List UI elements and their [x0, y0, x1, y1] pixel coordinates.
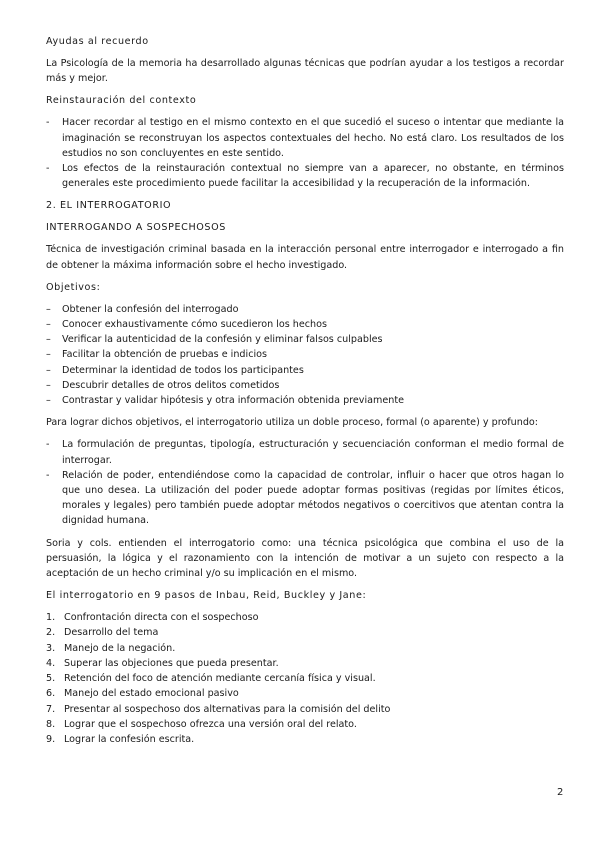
list-item	[46, 641, 564, 656]
dash-bullet: –	[46, 319, 51, 331]
dash-bullet: –	[46, 303, 51, 315]
list-item	[46, 161, 564, 191]
ayudas-heading: Ayudas al recuerdo	[46, 36, 149, 47]
list-number: 6.	[46, 688, 56, 700]
list-number: 1.	[46, 612, 56, 624]
list-item-text: La formulación de preguntas, tipología, estructuración y secuenciación conforman el medio formal de interrogar.	[62, 439, 564, 466]
list-item	[46, 378, 564, 393]
list-item-text: Manejo de la negación.	[64, 642, 176, 654]
reinstauracion-heading: Reinstauración del contexto	[46, 95, 197, 107]
list-item	[46, 468, 564, 529]
list-item-text: Los efectos de la reinstauración contextual no siempre van a aparecer, no obstante, en términos generales este procedimiento puede facilitar la accesibilidad y la recuperación de la información.	[62, 163, 564, 190]
list-number: 4.	[46, 657, 56, 669]
list-item-text: Desarrollo del tema	[64, 627, 159, 639]
page-number: 2	[557, 787, 564, 798]
list-number: 2.	[46, 627, 56, 639]
list-item	[46, 347, 564, 362]
list-number: 5.	[46, 673, 56, 685]
list-item-text: Determinar la identidad de todos los participantes	[62, 364, 304, 376]
list-item	[46, 393, 564, 408]
list-item	[46, 717, 564, 732]
list-number: 8.	[46, 718, 56, 730]
document-page	[46, 34, 564, 754]
list-item	[46, 302, 564, 317]
list-item-text: Lograr la confesión escrita.	[64, 733, 195, 745]
list-item	[46, 332, 564, 347]
list-item	[46, 625, 564, 640]
list-item	[46, 702, 564, 717]
list-item-text: Retención del foco de atención mediante cercanía física y visual.	[64, 673, 376, 685]
section-2-heading: 2. EL INTERROGATORIO	[46, 200, 172, 212]
pasos-list	[46, 610, 564, 747]
hyphen-bullet: -	[46, 439, 50, 451]
hyphen-bullet: -	[46, 117, 50, 129]
list-item-text: Facilitar la obtención de pruebas e indicios	[62, 349, 267, 361]
para-lograr-paragraph: Para lograr dichos objetivos, el interrogatorio utiliza un doble proceso, formal (o aparente) y profundo:	[46, 417, 539, 429]
hyphen-bullet: -	[46, 163, 50, 175]
list-item	[46, 115, 564, 161]
list-number: 7.	[46, 703, 56, 715]
list-item-text: Conocer exhaustivamente cómo sucedieron los hechos	[62, 319, 328, 331]
list-item-text: Hacer recordar al testigo en el mismo contexto en el que sucedió el suceso o intentar que mediante la imaginación se reconstruyan los aspectos contextuales del hecho. No está claro. Los resultados de los estudios no son concluyentes en este sentido.	[62, 117, 564, 159]
dash-bullet: –	[46, 349, 51, 361]
list-item	[46, 363, 564, 378]
list-item-text: Relación de poder, entendiéndose como la capacidad de controlar, influir o hacer que otros hagan lo que uno desea. La utilización del poder puede adoptar formas positivas (regidas por límites éticos, morales y legales) pero también puede adoptar métodos negativos o coercitivos que atentan contra la dignidad humana.	[62, 469, 564, 527]
dash-bullet: –	[46, 379, 51, 391]
list-item-text: Confrontación directa con el sospechoso	[64, 612, 259, 624]
reinstauracion-list	[46, 115, 564, 191]
list-item	[46, 610, 564, 625]
list-item-text: Superar las objeciones que pueda presentar.	[64, 657, 279, 669]
tecnica-paragraph: Técnica de investigación criminal basada en la interacción personal entre interrogador e interrogado a fin de obtener la máxima información sobre el hecho investigado.	[46, 244, 564, 271]
list-number: 9.	[46, 733, 56, 745]
list-number: 3.	[46, 642, 56, 654]
list-item	[46, 656, 564, 671]
list-item-text: Obtener la confesión del interrogado	[62, 303, 239, 315]
interrogando-heading: INTERROGANDO A SOSPECHOSOS	[46, 222, 226, 234]
objetivos-heading: Objetivos:	[46, 281, 101, 293]
proceso-list	[46, 437, 564, 528]
list-item	[46, 671, 564, 686]
list-item-text: Lograr que el sospechoso ofrezca una versión oral del relato.	[64, 718, 357, 730]
list-item-text: Manejo del estado emocional pasivo	[64, 688, 239, 700]
soria-paragraph: Soria y cols. entienden el interrogatorio como: una técnica psicológica que combina el uso de la persuasión, la lógica y el razonamiento con la intención de motivar a un sujeto con respecto a la aceptación de un hecho criminal y/o su implicación en el mismo.	[46, 537, 564, 580]
list-item	[46, 437, 564, 467]
pasos-heading: El interrogatorio en 9 pasos de Inbau, Reid, Buckley y Jane:	[46, 590, 367, 602]
objetivos-list	[46, 302, 564, 408]
list-item-text: Contrastar y validar hipótesis y otra información obtenida previamente	[62, 395, 405, 407]
hyphen-bullet: -	[46, 469, 50, 481]
list-item	[46, 317, 564, 332]
dash-bullet: –	[46, 334, 51, 346]
list-item-text: Presentar al sospechoso dos alternativas para la comisión del delito	[64, 703, 391, 715]
ayudas-paragraph: La Psicología de la memoria ha desarrollado algunas técnicas que podrían ayudar a los testigos a recordar más y mejor.	[46, 58, 564, 85]
list-item	[46, 732, 564, 747]
dash-bullet: –	[46, 364, 51, 376]
list-item	[46, 686, 564, 701]
dash-bullet: –	[46, 395, 51, 407]
list-item-text: Descubrir detalles de otros delitos cometidos	[62, 379, 280, 391]
list-item-text: Verificar la autenticidad de la confesión y eliminar falsos culpables	[62, 334, 383, 346]
